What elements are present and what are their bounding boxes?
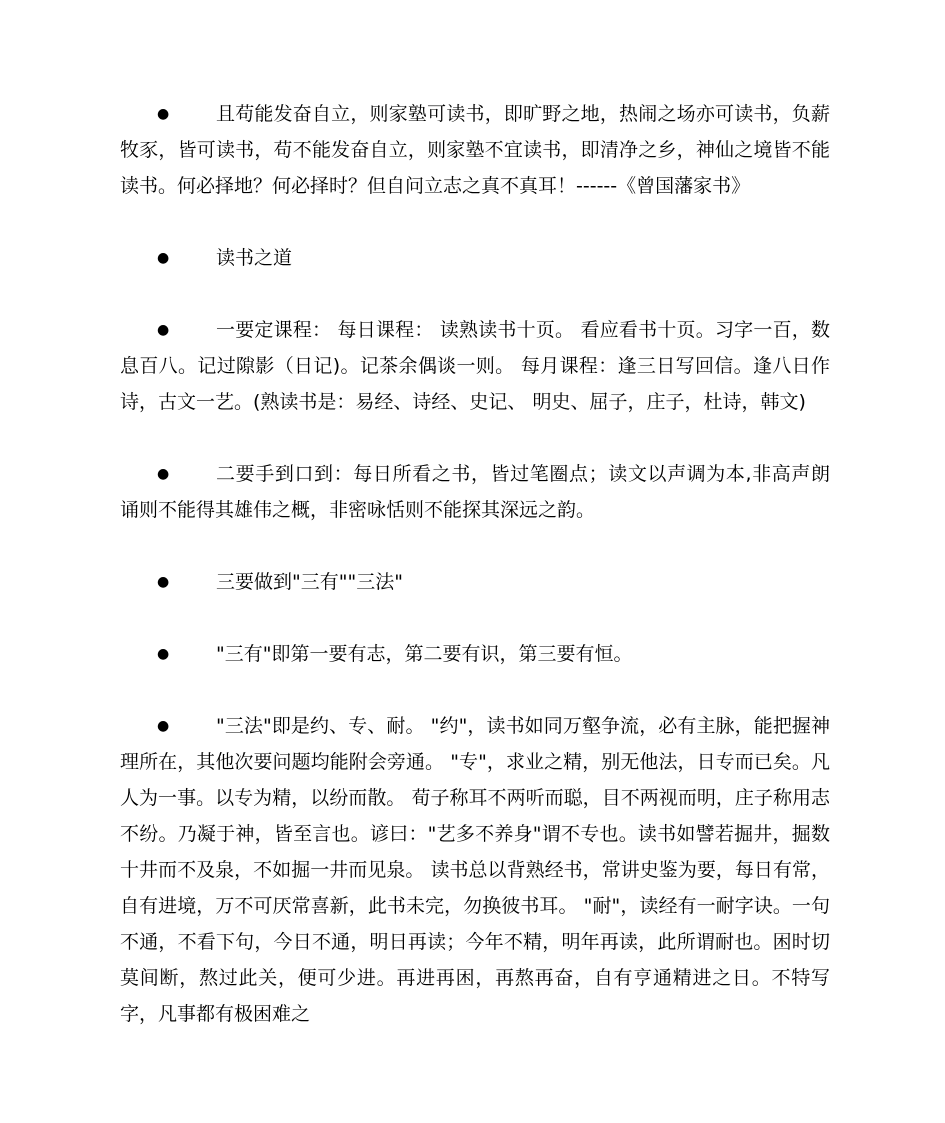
bullet-icon: ● — [157, 574, 170, 590]
list-item — [120, 636, 830, 672]
list-item — [120, 240, 830, 276]
bullet-icon: ● — [157, 718, 170, 734]
document-page — [120, 96, 830, 1068]
section-heading: 读书之道 — [216, 247, 293, 269]
paragraph-text: 且苟能发奋自立，则家塾可读书，即旷野之地，热闹之场亦可读书，负薪牧豕，皆可读书，苟不能发奋自立，则家塾不宜读书，即清净之乡，神仙之境皆不能读书。何必择地？何必择时？但自问立志之真不真耳！------《曾国藩家书》 — [120, 103, 830, 197]
list-item — [120, 312, 830, 420]
list-item — [120, 96, 830, 204]
paragraph-text: 三要做到"三有""三法" — [216, 571, 403, 593]
bullet-icon: ● — [157, 466, 170, 482]
bullet-icon: ● — [157, 322, 170, 338]
paragraph-text: 二要手到口到：每日所看之书，皆过笔圈点；读文以声调为本,非高声朗诵则不能得其雄伟之概，非密咏恬则不能探其深远之韵。 — [120, 463, 830, 521]
bullet-icon: ● — [157, 250, 170, 266]
list-item — [120, 456, 830, 528]
list-item — [120, 708, 830, 1032]
paragraph-text: "三有"即第一要有志，第二要有识，第三要有恒。 — [216, 643, 633, 665]
bullet-icon: ● — [157, 646, 170, 662]
list-item — [120, 564, 830, 600]
paragraph-text: 一要定课程： 每日课程： 读熟读书十页。 看应看书十页。习字一百，数息百八。记过隙影（日记)。记茶余偶谈一则。 每月课程：逢三日写回信。逢八日作诗，古文一艺。(熟读书是：易经、诗经、史记、 明史、屈子，庄子，杜诗，韩文) — [120, 319, 830, 413]
paragraph-text: "三法"即是约、专、耐。 "约"，读书如同万壑争流，必有主脉，能把握神理所在，其他次要问题均能附会旁通。 "专"，求业之精，别无他法，日专而已矣。凡人为一事。以专为精，以纷而散。 荀子称耳不两听而聪，目不两视而明，庄子称用志不纷。乃凝于神，皆至言也。谚曰："艺多不养身"谓不专也。读书如譬若掘井，掘数十井而不及泉，不如掘一井而见泉。 读书总以背熟经书，常讲史鉴为要，每日有常，自有进境，万不可厌常喜新，此书未完，勿换彼书耳。 "耐"，读经有一耐字诀。一句不通，不看下句，今日不通，明日再读；今年不精，明年再读，此所谓耐也。困时切莫间断，熬过此关，便可少进。再进再困，再熬再奋，自有亨通精进之日。不特写字，凡事都有极困难之 — [120, 715, 830, 1025]
bullet-icon: ● — [157, 106, 170, 122]
